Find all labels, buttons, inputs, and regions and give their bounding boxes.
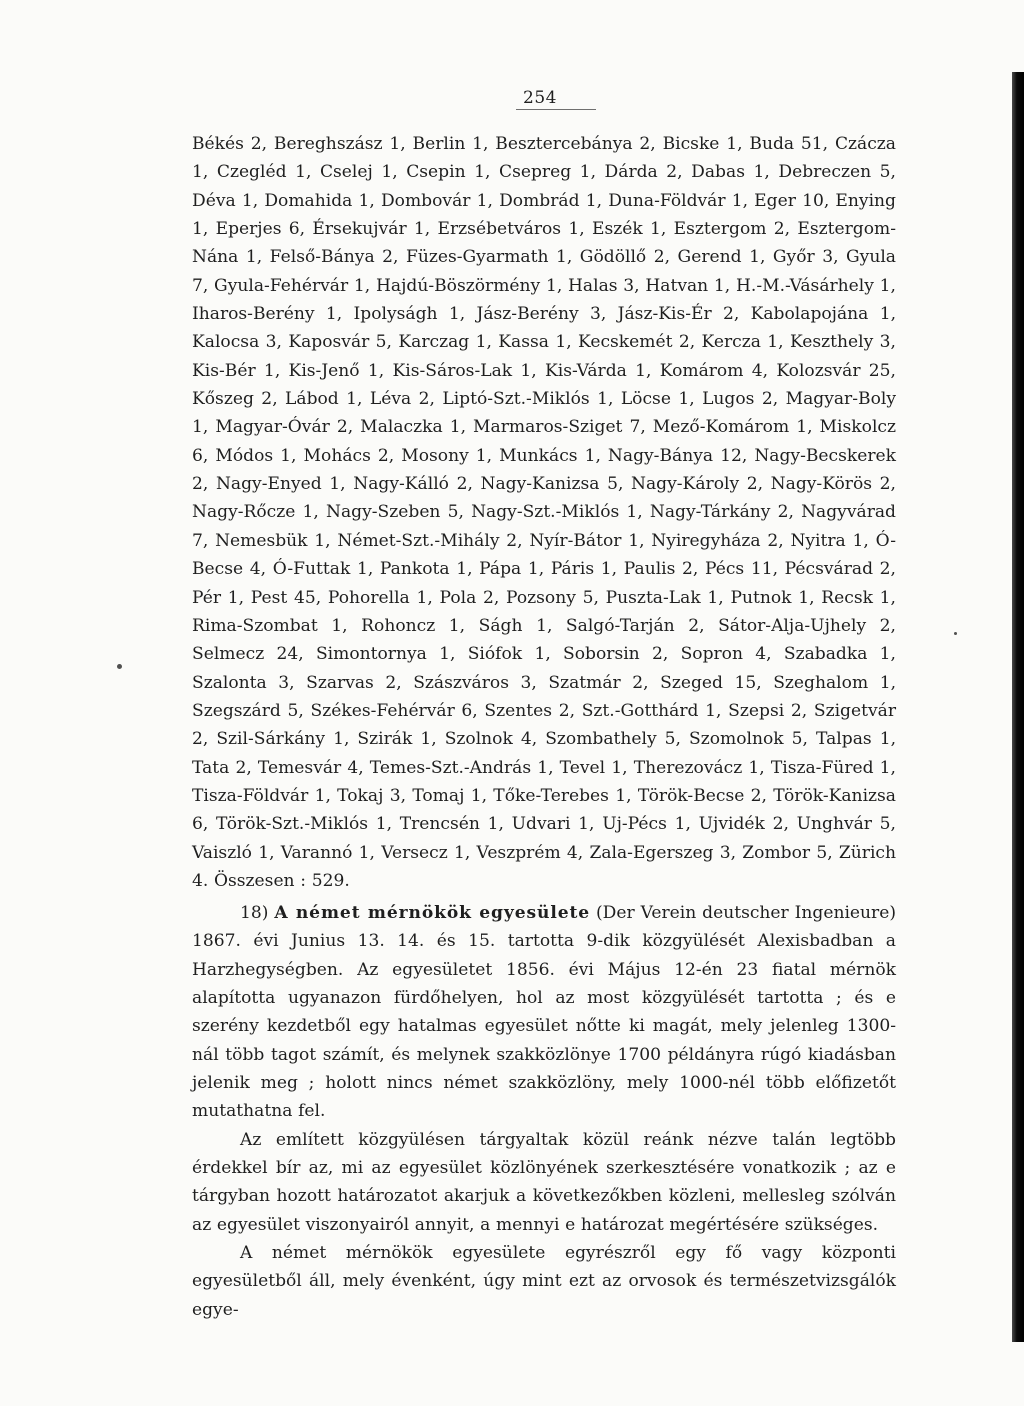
page-edge-black-rule <box>1012 72 1024 1342</box>
scan-speck <box>954 632 957 635</box>
section-18-paragraph-2: Az említett közgyülésen tárgyaltak közül reánk nézve talán legtöbb érdekkel bír az, mi az egyesület közlönyének szerkesztésére vonatkozik ; az e tárgyban hozott határozatot akarjuk a következőkben közleni, mellesleg szólván az egyesület viszonyairól annyit, a mennyi e határozat megértésére szükséges. <box>192 1129 896 1235</box>
page-number: 254 <box>523 88 557 108</box>
section-18-paragraph-3: A német mérnökök egyesülete egyrészről egy fő vagy központi egyesületből áll, mely évenként, úgy mint ezt az orvosok és természetvizsgálók egye- <box>192 1243 896 1320</box>
town-list-paragraph: Békés 2, Bereghszász 1, Berlin 1, Besztercebánya 2, Bicske 1, Buda 51, Czácza 1, Czegléd 1, Cselej 1, Csepin 1, Csepreg 1, Dárda 2, Dabas 1, Debreczen 5, Déva 1, Domahida 1, Dombovár 1, Dombrád 1, Duna-Földvár 1, Eger 10, Enying 1, Eperjes 6, Érsekujvár 1, Erzsébetváros 1, Eszék 1, Esztergom 2, Esztergom-Nána 1, Felső-Bánya 2, Füzes-Gyarmath 1, Gödöllő 2, Gerend 1, Győr 3, Gyula 7, Gyula-Fehérvár 1, Hajdú-Böszörmény 1, Halas 3, Hatvan 1, H.-M.-Vásárhely 1, Iharos-Berény 1, Ipolyságh 1, Jász-Berény 3, Jász-Kis-Ér 2, Kabolapojána 1, Kalocsa 3, Kaposvár 5, Karczag 1, Kassa 1, Kecskemét 2, Kercza 1, Keszthely 3, Kis-Bér 1, Kis-Jenő 1, Kis-Sáros-Lak 1, Kis-Várda 1, Komárom 4, Kolozsvár 25, Kőszeg 2, Lábod 1, Léva 2, Liptó-Szt.-Miklós 1, Löcse 1, Lugos 2, Magyar-Boly 1, Magyar-Óvár 2, Malaczka 1, Marmaros-Sziget 7, Mező-Komárom 1, Miskolcz 6, Módos 1, Mohács 2, Mosony 1, Munkács 1, Nagy-Bánya 12, Nagy-Becskerek 2, Nagy-Enyed 1, Nagy-Kálló 2, Nagy-Kanizsa 5, Nagy-Károly 2, Nagy-Körös 2, Nagy-Rőcze 1, Nagy-Szeben 5, Nagy-Szt.-Miklós 1, Nagy-Tárkány 2, Nagyvárad 7, Nemesbük 1, Német-Szt.-Mihály 2, Nyír-Bátor 1, Nyiregyháza 2, Nyitra 1, Ó-Becse 4, Ó-Futtak 1, Pankota 1, Pápa 1, Páris 1, Paulis 2, Pécs 11, Pécsvárad 2, Pér 1, Pest 45, Pohorella 1, Pola 2, Pozsony 5, Puszta-Lak 1, Putnok 1, Recsk 1, Rima-Szombat 1, Rohoncz 1, Ságh 1, Salgó-Tarján 2, Sátor-Alja-Ujhely 2, Selmecz 24, Simontornya 1, Siófok 1, Soborsin 2, Sopron 4, Szabadka 1, Szalonta 3, Szarvas 2, Szászváros 3, Szatmár 2, Szeged 15, Szeghalom 1, Szegszárd 5, Székes-Fehérvár 6, Szentes 2, Szt.-Gotthárd 1, Szepsi 2, Szigetvár 2, Szil-Sárkány 1, Szirák 1, Szolnok 4, Szombathely 5, Szomolnok 5, Talpas 1, Tata 2, Temesvár 4, Temes-Szt.-András 1, Tevel 1, Therezovácz 1, Tisza-Füred 1, Tisza-Földvár 1, Tokaj 3, Tomaj 1, Tőke-Terebes 1, Török-Becse 2, Török-Kanizsa 6, Török-Szt.-Miklós 1, Trencsén 1, Udvari 1, Uj-Pécs 1, Ujvidék 2, Unghvár 5, Vaiszló 1, Varannó 1, Versecz 1, Veszprém 4, Zala-Egerszeg 3, Zombor 5, Zürich 4. Összesen : 529. <box>192 134 896 891</box>
section-18-first-paragraph <box>192 899 896 1126</box>
page-number-underline <box>516 109 596 110</box>
scan-speck <box>117 664 122 669</box>
section-number: 18) <box>240 903 269 923</box>
section-18-paragraph-1: 1867. évi Junius 13. 14. és 15. tartotta 9-dik közgyülését Alexisbadban a Harzhegységben. Az egyesületet 1856. évi Május 12-én 23 fiatal mérnök alapította ugyanazon fürdőhelyen, hol az most közgyülését tartotta ; és e szerény kezdetből egy hatalmas egyesület nőtte ki magát, mely jelenleg 1300-nál több tagot számít, és melynek szakközlönye 1700 példányra rúgó kiadásban jelenik meg ; holott nincs német szakközlöny, mely 1000-nél több előfizetőt mutathatna fel. <box>192 931 896 1122</box>
section-18 <box>192 899 896 1324</box>
section-subtitle: (Der Verein deutscher Ingenieure) <box>596 903 897 923</box>
section-title: A német mérnökök egyesülete <box>274 903 591 923</box>
